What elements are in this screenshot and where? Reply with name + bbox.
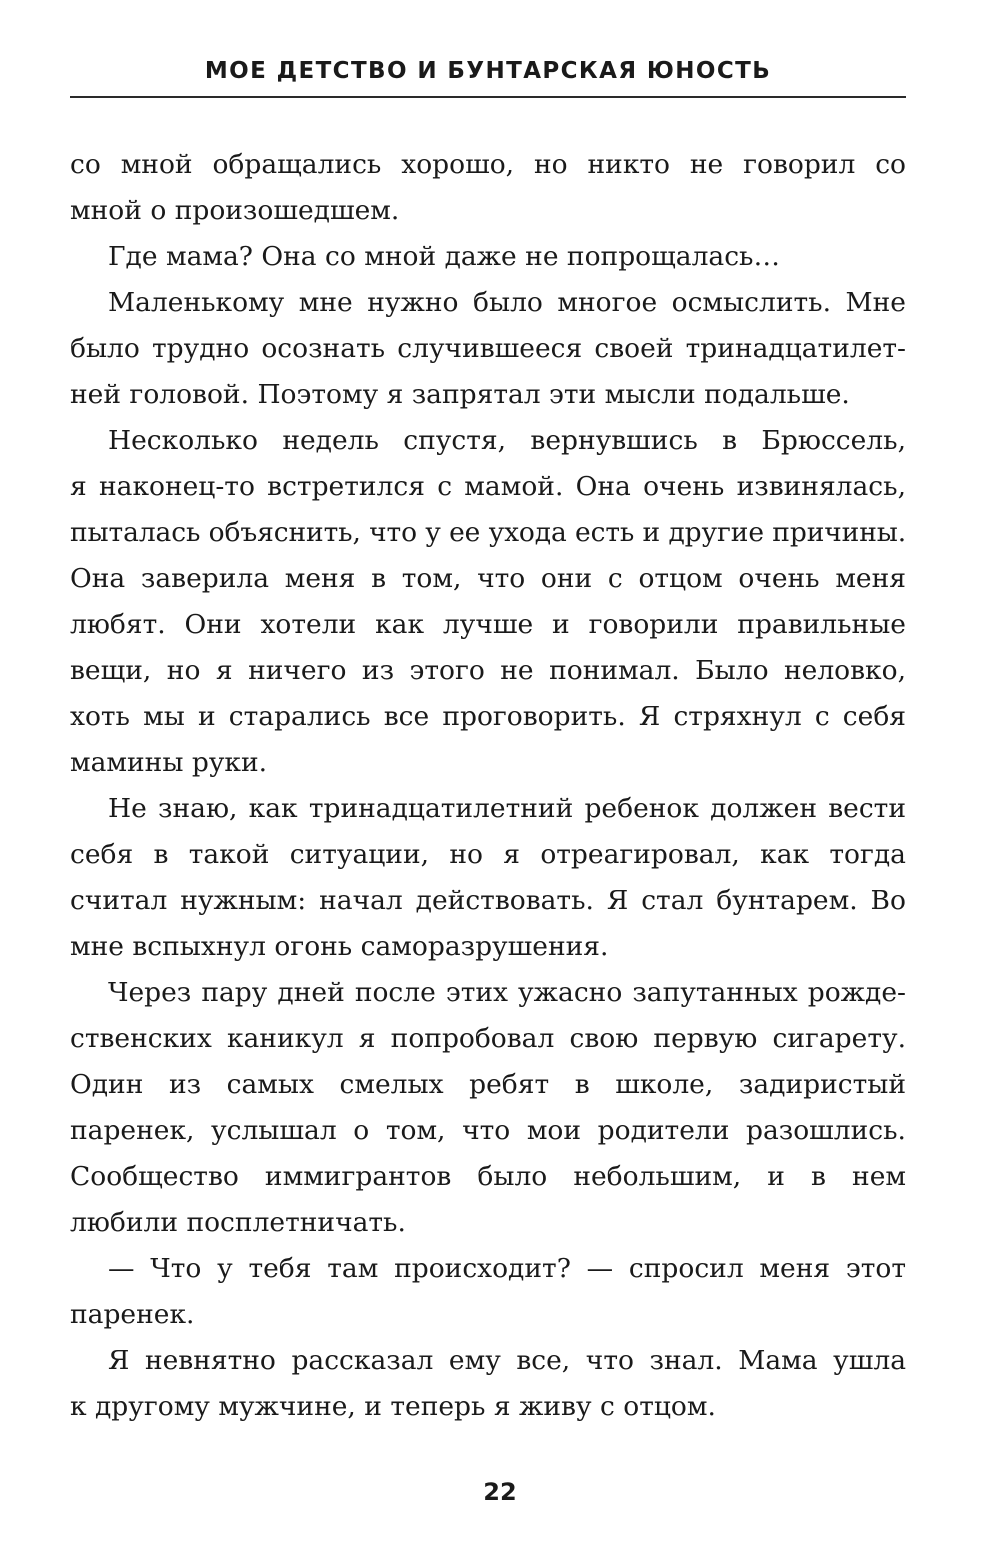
text-line: Где мама? Она со мной даже не попрощалась… <box>108 241 780 272</box>
text-line: ственских каникул я попробовал свою первую сигарету. <box>70 1023 906 1054</box>
page-number: 22 <box>483 1478 517 1506</box>
text-line: я наконец-то встретился с мамой. Она очень извинялась, <box>70 471 906 502</box>
paragraph <box>70 970 906 1246</box>
text-line: Я невнятно рассказал ему все, что знал. Мама ушла <box>108 1345 906 1376</box>
text-line: со мной обращались хорошо, но никто не говорил со <box>70 149 906 180</box>
text-line: Через пару дней после этих ужасно запутанных рожде- <box>108 977 906 1008</box>
text-line: было трудно осознать случившееся своей тринадцатилет- <box>70 333 906 364</box>
text-line: Сообщество иммигрантов было небольшим, и в нем <box>70 1161 906 1192</box>
paragraph <box>70 142 906 234</box>
text-line: Маленькому мне нужно было многое осмыслить. Мне <box>108 287 906 318</box>
text-line: Несколько недель спустя, вернувшись в Брюссель, <box>108 425 906 456</box>
text-line: Не знаю, как тринадцатилетний ребенок должен вести <box>108 793 906 824</box>
text-line: паренек. <box>70 1299 195 1330</box>
running-head: МОЕ ДЕТСТВО И БУНТАРСКАЯ ЮНОСТЬ <box>204 58 772 84</box>
text-line: к другому мужчине, и теперь я живу с отцом. <box>70 1391 716 1422</box>
body-text <box>70 142 906 1430</box>
header-rule <box>70 96 906 98</box>
text-line: — Что у тебя там происходит? — спросил меня этот <box>108 1253 906 1284</box>
text-line: мамины руки. <box>70 747 268 778</box>
paragraph <box>70 280 906 418</box>
paragraph <box>70 1246 906 1338</box>
paragraph <box>70 1338 906 1430</box>
text-line: любили посплетничать. <box>70 1207 406 1238</box>
text-line: Один из самых смелых ребят в школе, задиристый <box>70 1069 906 1100</box>
text-line: вещи, но я ничего из этого не понимал. Было неловко, <box>70 655 906 686</box>
text-line: паренек, услышал о том, что мои родители разошлись. <box>70 1115 906 1146</box>
text-line: себя в такой ситуации, но я отреагировал, как тогда <box>70 839 906 870</box>
text-line: хоть мы и старались все проговорить. Я стряхнул с себя <box>70 701 906 732</box>
text-line: мне вспыхнул огонь саморазрушения. <box>70 931 609 962</box>
paragraph <box>70 418 906 786</box>
text-line: пыталась объяснить, что у ее ухода есть и другие причины. <box>70 517 907 548</box>
text-line: любят. Они хотели как лучше и говорили правильные <box>70 609 906 640</box>
text-line: ней головой. Поэтому я запрятал эти мысли подальше. <box>70 379 850 410</box>
text-line: считал нужным: начал действовать. Я стал бунтарем. Во <box>70 885 906 916</box>
text-line: мной о произошедшем. <box>70 195 400 226</box>
text-line: Она заверила меня в том, что они с отцом очень меня <box>70 563 906 594</box>
paragraph <box>70 786 906 970</box>
paragraph <box>70 234 906 280</box>
